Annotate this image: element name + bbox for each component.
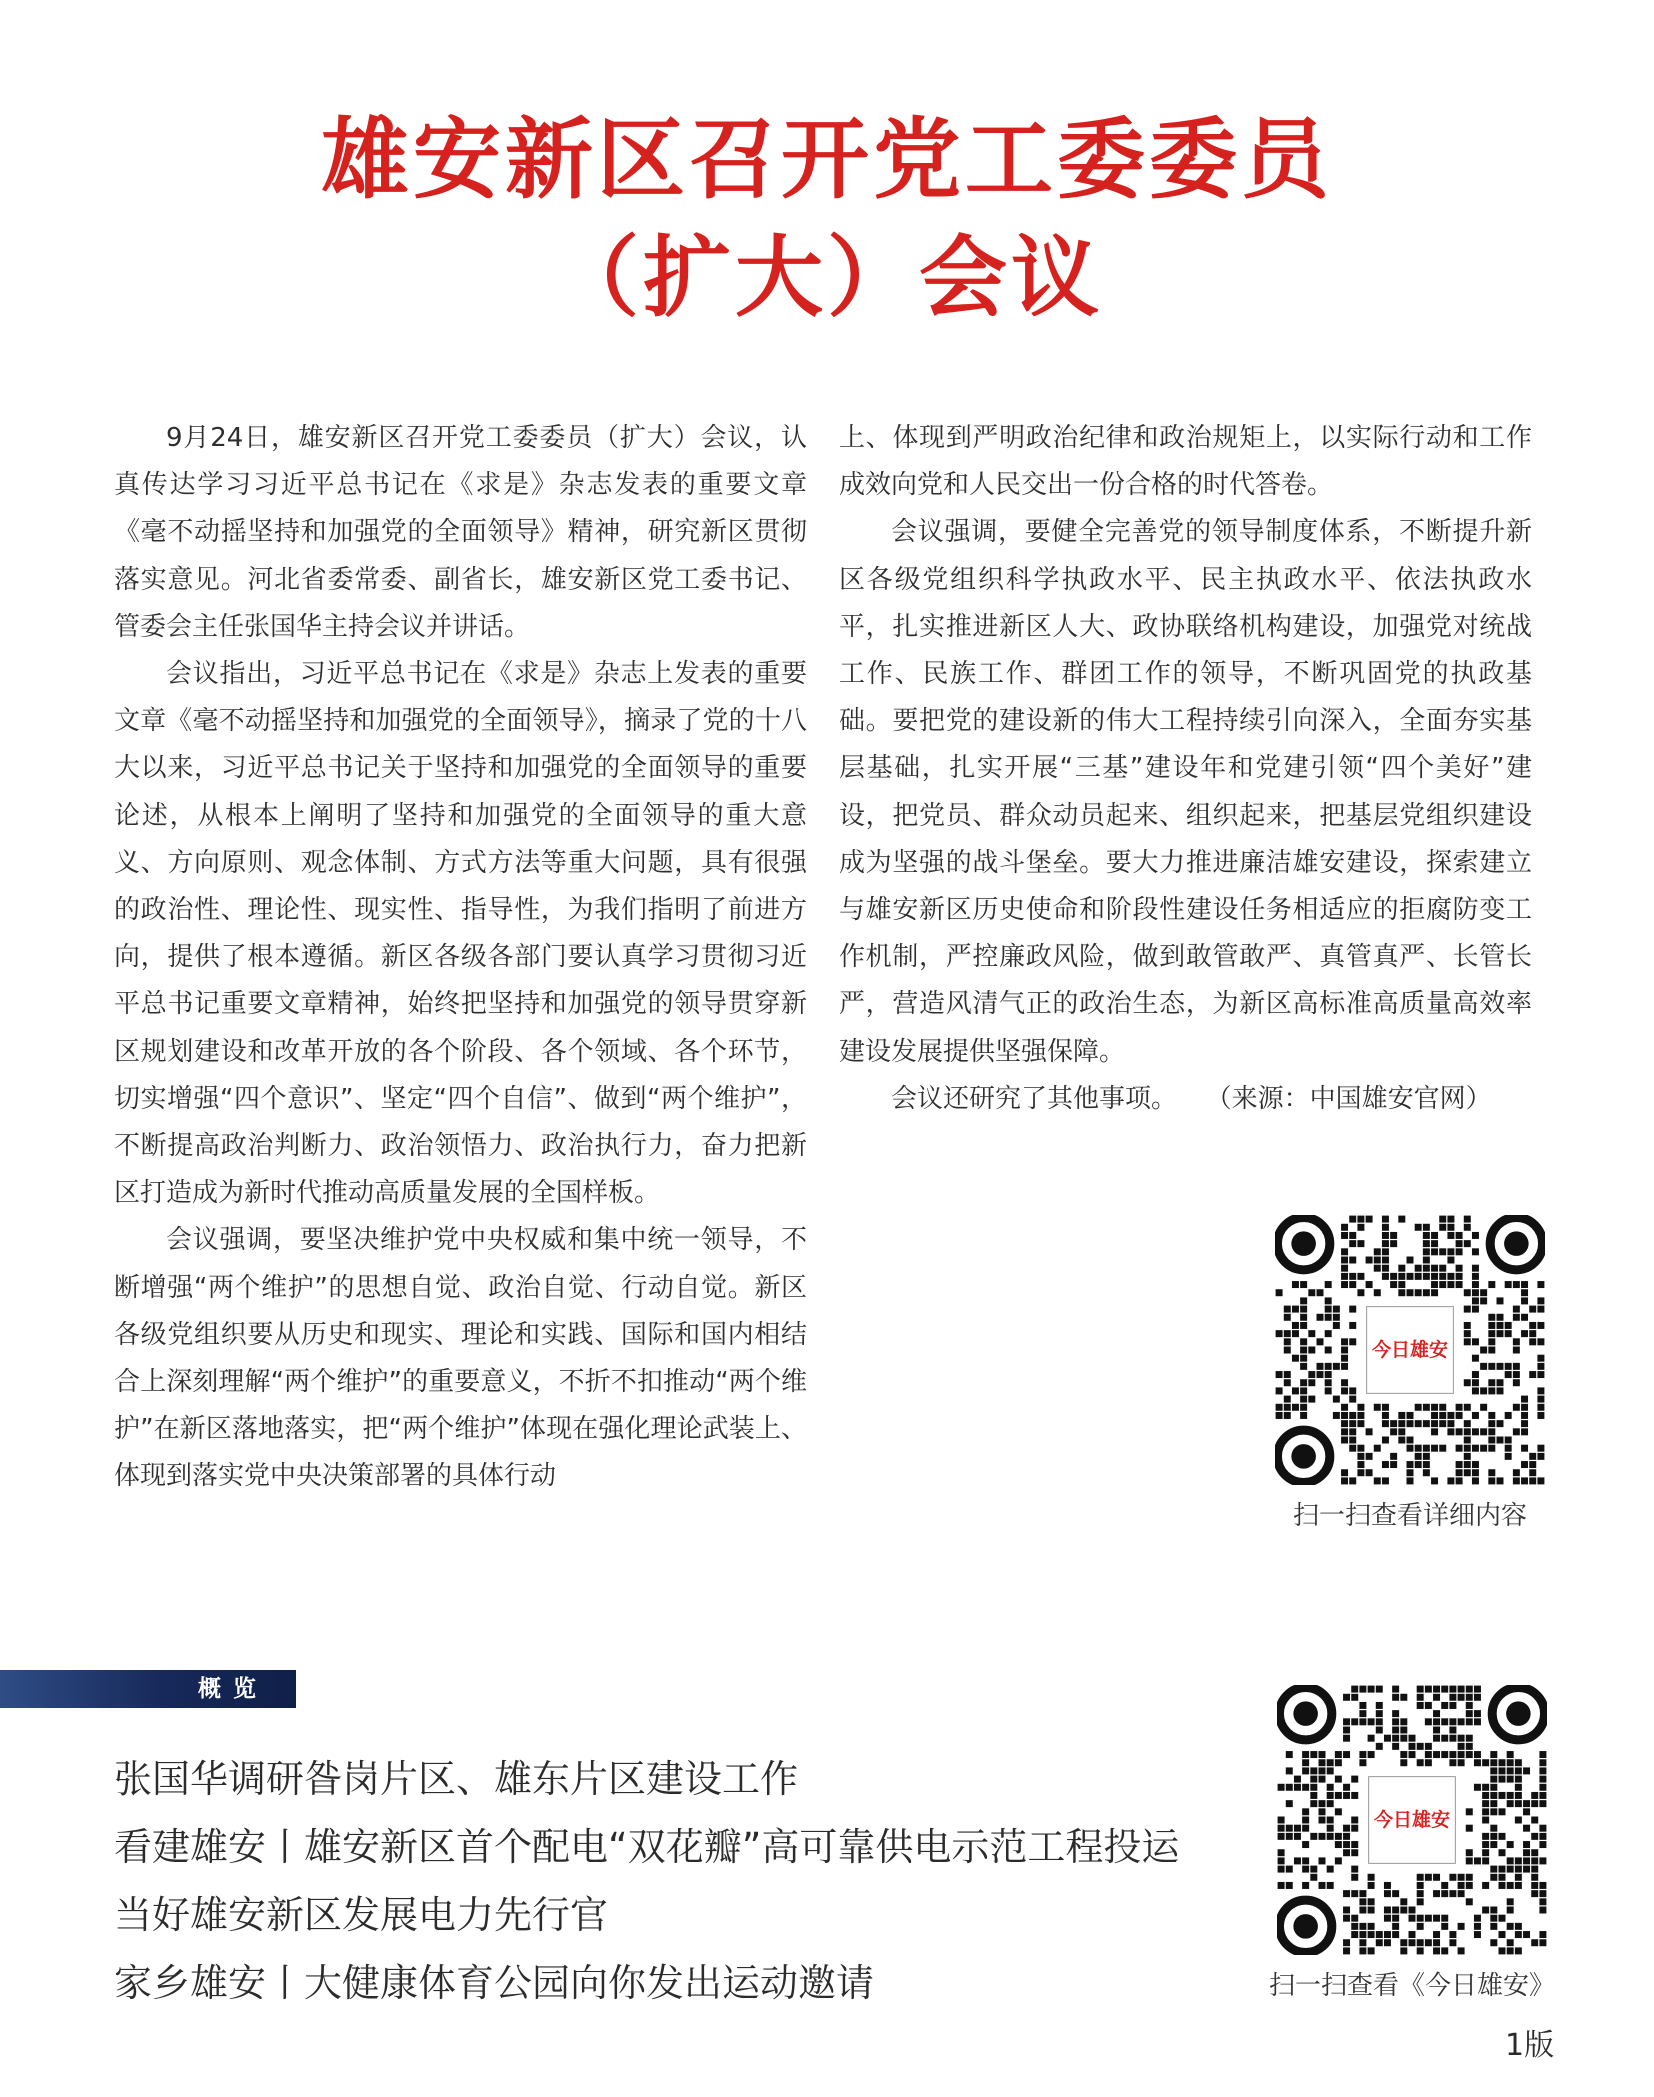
- qr-caption: 扫一扫查看《今日雄安》: [1268, 1971, 1555, 2001]
- qr-code-icon: [1277, 1685, 1547, 1955]
- overview-item[interactable]: 看建雄安丨雄安新区首个配电“双花瓣”高可靠供电示范工程投运: [114, 1825, 1180, 1869]
- qr-caption: 扫一扫查看详细内容: [1292, 1501, 1527, 1531]
- qr-logo-text: 今日雄安: [1373, 1809, 1451, 1831]
- article-column-right: [839, 415, 1532, 1123]
- article-title-line2: （扩大）会议: [550, 225, 1103, 329]
- page-number: 1版: [1505, 2028, 1555, 2063]
- article-paragraph: 9月24日，雄安新区召开党工委委员（扩大）会议，认真传达学习习近平总书记在《求是》杂志发表的重要文章《毫不动摇坚持和加强党的全面领导》精神，研究新区贯彻落实意见。河北省委常委、副省长，雄安新区党工委书记、管委会主任张国华主持会议并讲话。: [114, 423, 807, 642]
- overview-list: [114, 1745, 1254, 2017]
- source-credit: （来源：中国雄安官网）: [1218, 1083, 1492, 1114]
- qr-code-icon: [1275, 1215, 1545, 1485]
- article-closing: [839, 1076, 1532, 1123]
- article-paragraph: 会议强调，要健全完善党的领导制度体系，不断提升新区各级党组织科学执政水平、民主执政水平、依法执政水平，扎实推进新区人大、政协联络机构建设，加强党对统战工作、民族工作、群团工作的领导，不断巩固党的执政基础。要把党的建设新的伟大工程持续引向深入，全面夯实基层基础，扎实开展“三基”建设年和党建引领“四个美好”建设，把党员、群众动员起来、组织起来，把基层党组织建设成为坚强的战斗堡垒。要大力推进廉洁雄安建设，探索建立与雄安新区历史使命和阶段性建设任务相适应的拒腐防变工作机制，严控廉政风险，做到敢管敢严、真管真严、长管长严，营造风清气正的政治生态，为新区高标准高质量高效率建设发展提供坚强保障。: [839, 517, 1532, 1067]
- qr-code-subscribe[interactable]: [1262, 1685, 1562, 2002]
- overview-section-label: [0, 1670, 296, 1708]
- article-column-left: [114, 415, 807, 1501]
- article-paragraph-continued: 上、体现到严明政治纪律和政治规矩上，以实际行动和工作成效向党和人民交出一份合格的时代答卷。: [839, 423, 1532, 501]
- overview-item[interactable]: 家乡雄安丨大健康体育公园向你发出运动邀请: [114, 1961, 875, 2005]
- article-paragraph: 会议强调，要坚决维护党中央权威和集中统一领导，不断增强“两个维护”的思想自觉、政治自觉、行动自觉。新区各级党组织要从历史和现实、理论和实践、国际和国内相结合上深刻理解“两个维护”的重要意义，不折不扣推动“两个维护”在新区落地落实，把“两个维护”体现在强化理论武装上、体现到落实党中央决策部署的具体行动: [114, 1225, 807, 1492]
- overview-label-text: 概览: [198, 1676, 268, 1702]
- article-title: [0, 100, 1654, 336]
- qr-code-detail[interactable]: [1270, 1215, 1550, 1532]
- overview-item[interactable]: 当好雄安新区发展电力先行官: [114, 1893, 609, 1937]
- article-paragraph: 会议指出，习近平总书记在《求是》杂志上发表的重要文章《毫不动摇坚持和加强党的全面领导》，摘录了党的十八大以来，习近平总书记关于坚持和加强党的全面领导的重要论述，从根本上阐明了坚持和加强党的全面领导的重大意义、方向原则、观念体制、方式方法等重大问题，具有很强的政治性、理论性、现实性、指导性，为我们指明了前进方向，提供了根本遵循。新区各级各部门要认真学习贯彻习近平总书记重要文章精神，始终把坚持和加强党的领导贯穿新区规划建设和改革开放的各个阶段、各个领域、各个环节，切实增强“四个意识”、坚定“四个自信”、做到“两个维护”，不断提高政治判断力、政治领悟力、政治执行力，奋力把新区打造成为新时代推动高质量发展的全国样板。: [114, 659, 807, 1209]
- overview-item[interactable]: 张国华调研昝岗片区、雄东片区建设工作: [114, 1757, 799, 1801]
- article-title-line1: 雄安新区召开党工委委员: [320, 107, 1333, 211]
- qr-logo-text: 今日雄安: [1371, 1339, 1449, 1361]
- closing-text: 会议还研究了其他事项。: [891, 1083, 1178, 1114]
